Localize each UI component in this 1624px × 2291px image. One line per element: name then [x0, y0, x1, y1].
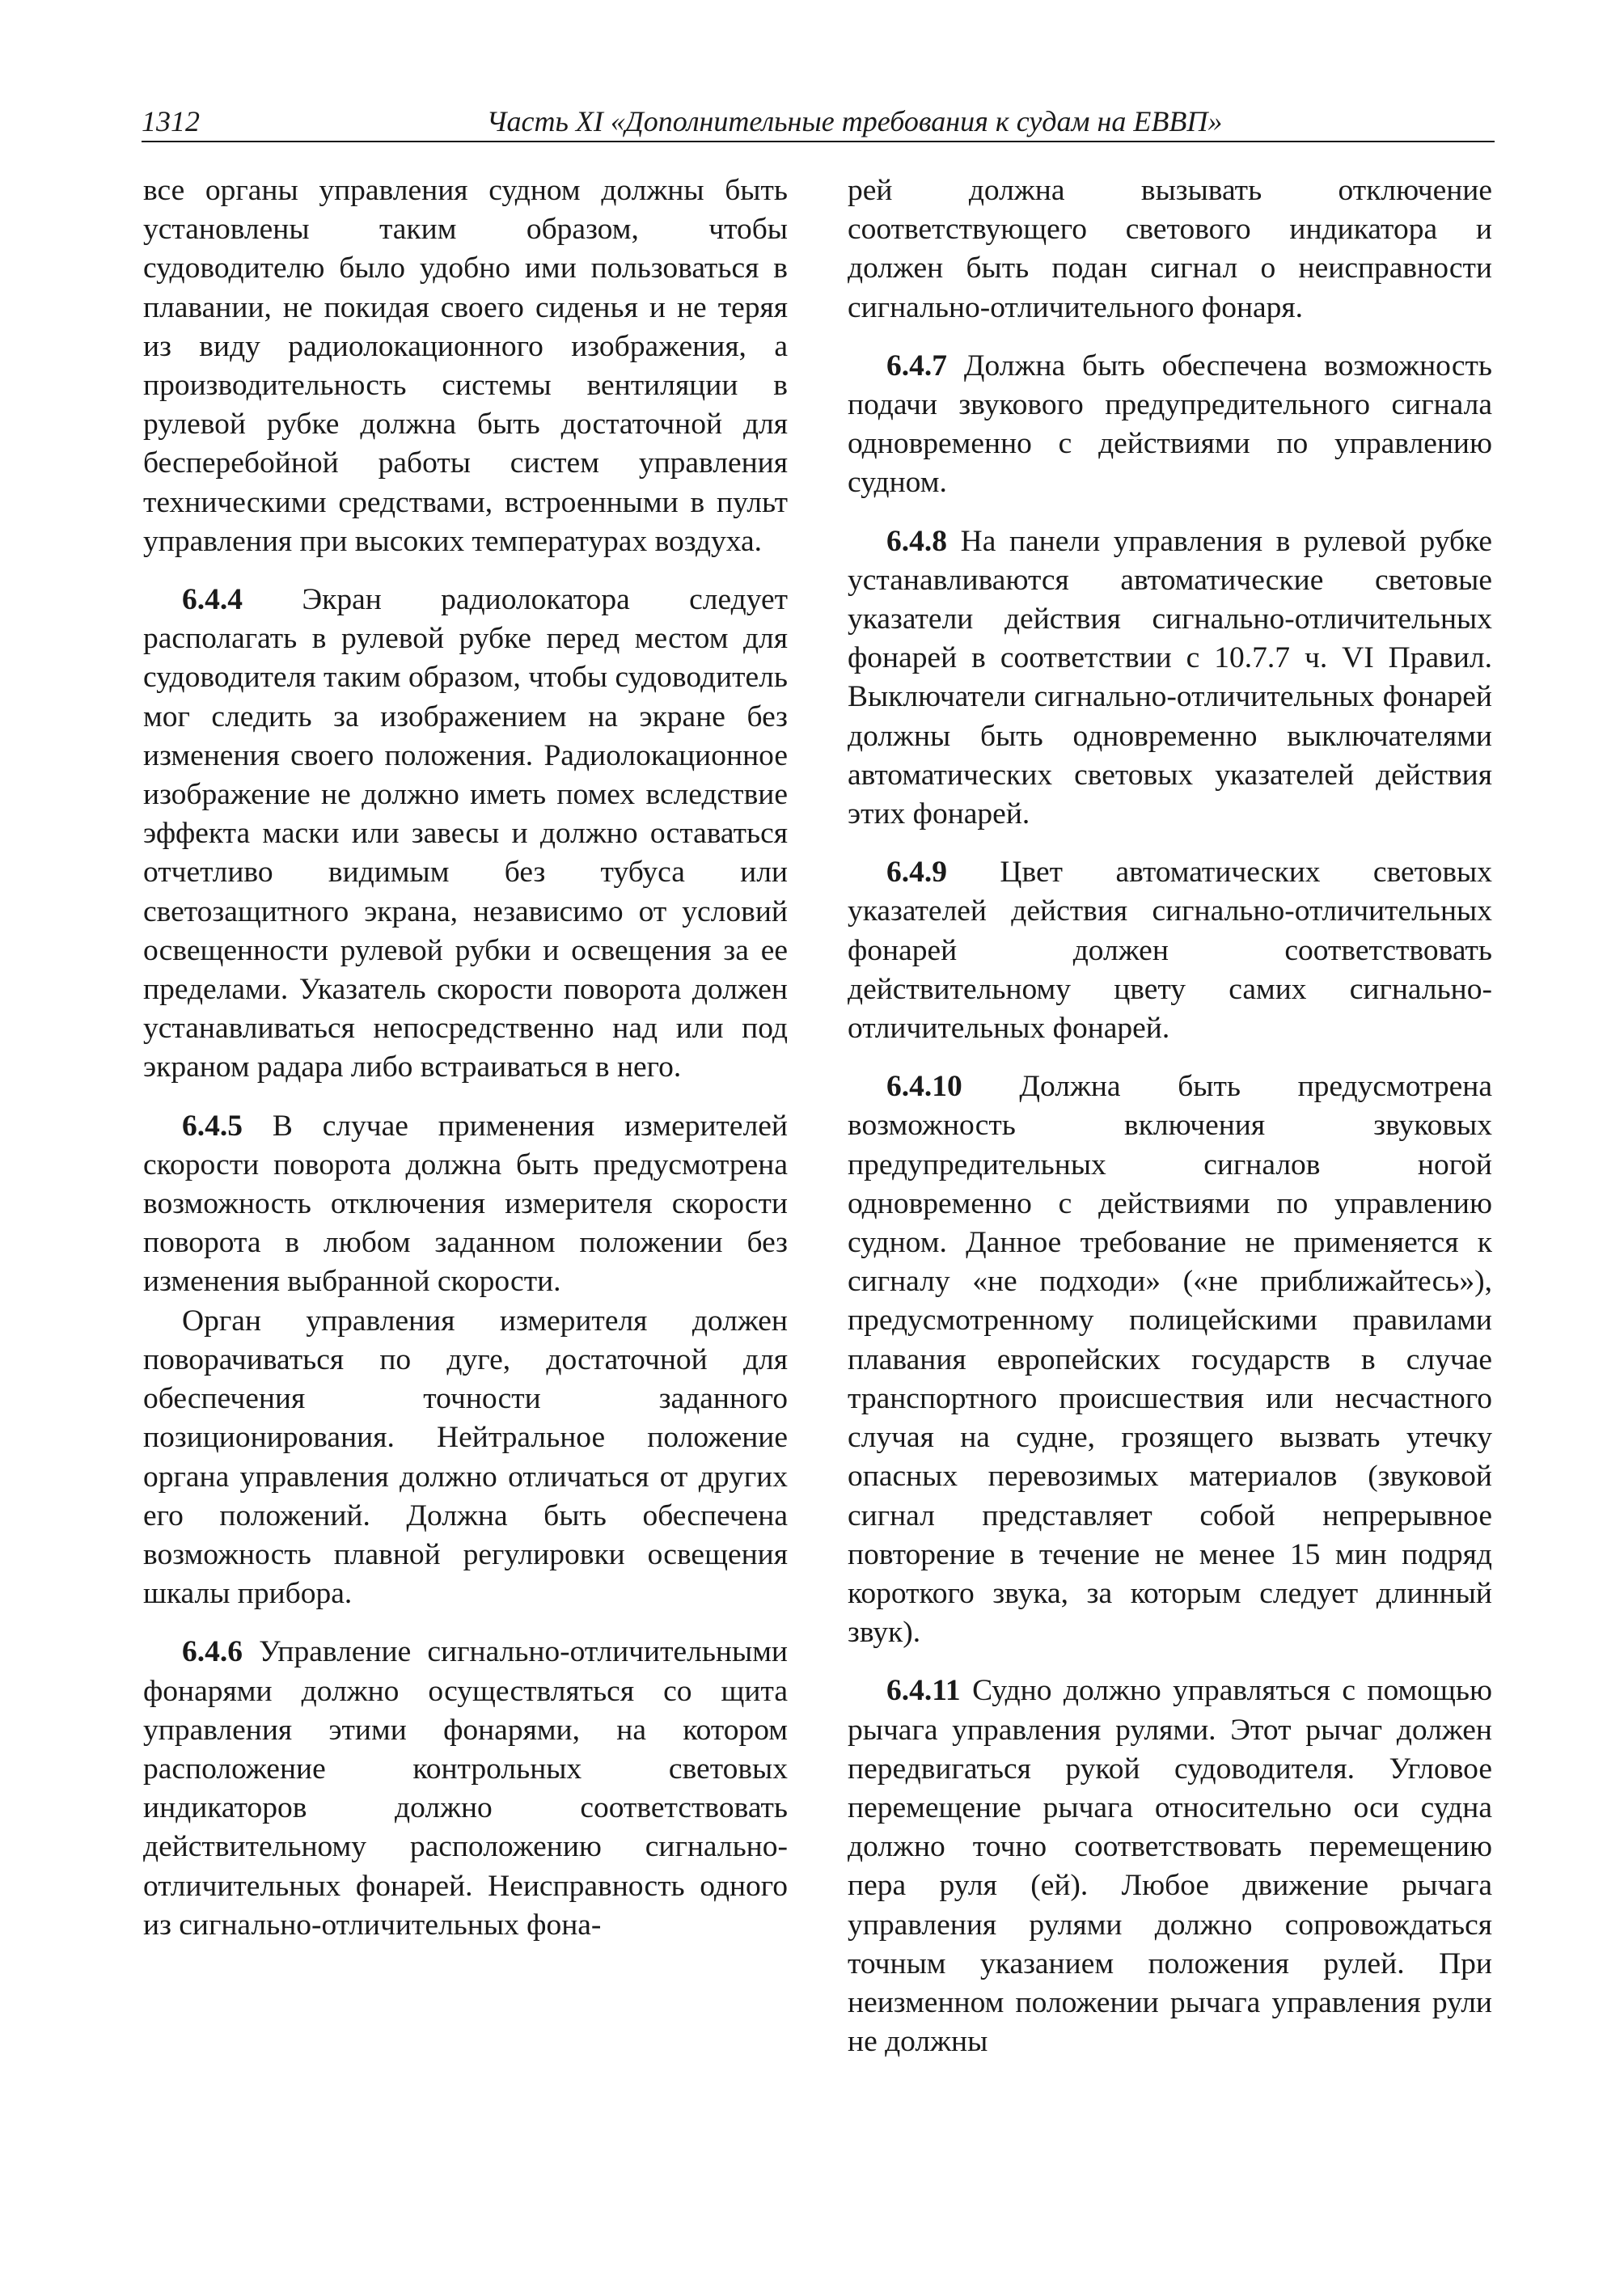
clause-number: 6.4.10	[886, 1070, 962, 1104]
clause-6-4-7	[848, 347, 1492, 503]
running-title: Часть XI «Дополнительные требования к судам на ЕВВП»	[486, 105, 1223, 137]
clause-text: Экран радиолокатора следует располагать в рулевой рубке перед местом для судоводителя таким образом, чтобы судоводитель мог следить за изображением на экране без изменения своего положения. Радиолокационное изображение не должно иметь помех вследствие эффекта маски или завесы и должно оставаться отчетливо видимым без тубуса или светозащитного экрана, независимо от условий освещенности рулевой рубки и освещения за ее пределами. Указатель скорости поворота должен устанавливаться непосредственно над или под экраном радара либо встраиваться в него.	[143, 583, 789, 1084]
clause-text: На панели управления в рулевой рубке устанавливаются автоматические световые указатели действия сигнально-отличительных фонарей в соответствии с 10.7.7 ч. VI Правил. Выключатели сигнально-отличительных фонарей должны быть одновременно выключателями автоматических световых указателей действия этих фонарей.	[848, 524, 1493, 831]
header-rule	[142, 141, 1495, 142]
clause-number: 6.4.4	[182, 583, 243, 617]
left-column	[143, 171, 788, 1945]
paragraph: все органы управления судном должны быть установлены таким образом, чтобы судоводителю было удобно ими пользоваться в плавании, не покидая своего сиденья и не теряя из виду радиолокационного изображения, а производительность системы вентиляции в рулевой рубке должна быть достаточной для бесперебойной работы систем управления техническими средствами, встроенными в пульт управления при высоких температурах воздуха.	[143, 174, 788, 558]
clause-number: 6.4.9	[886, 856, 947, 890]
clause-text: Должна быть предусмотрена возможность включения звуковых предупредительных сигналов ногой одновременно с действиями по управлению судном. Данное требование не применяется к сигналу «не подходи» («не приближайтесь»), предусмотренному полицейскими правилами плавания европейских государств в случае транспортного происшествия или несчастного случая на судне, грозящего вызвать утечку опасных перевозимых материалов (звуковой сигнал представляет собой непрерывное повторение в течение не менее 15 мин подряд короткого звука, за которым следует длинный звук).	[848, 1070, 1492, 1650]
page-number: 1312	[142, 105, 200, 137]
clause-text: Управление сигнально-отличительными фонарями должно осуществляться со щита управления этими фонарями, на котором расположение контрольных световых индикаторов должно соответствовать действительному расположению сигнально-отличительных фонарей. Неисправность одного из сигнально-отличительных фона-	[143, 1635, 788, 1942]
clause-6-4-10	[848, 1067, 1492, 1652]
clause-text: Цвет автоматических световых указателей действия сигнально-отличительных фонарей должен соответствовать действительному цвету самих сигнально-отличительных фонарей.	[848, 856, 1492, 1046]
clause-number: 6.4.7	[886, 349, 947, 383]
clause-text: Судно должно управляться с помощью рычага управления рулями. Этот рычаг должен передвигаться рукой судоводителя. Угловое перемещение рычага относительно оси судна должно точно соответствовать перемещению пера руля (ей). Любое движение рычага управления рулями должно сопровождаться точным указанием положения рулей. При неизменном положении рычага управления рули не должны	[848, 1674, 1492, 2059]
clause-6-4-8	[848, 522, 1492, 835]
paragraph: Орган управления измерителя должен поворачиваться по дуге, достаточной для обеспечения точности заданного позиционирования. Нейтральное положение органа управления должно отличаться от других его положений. Должна быть обеспечена возможность плавной регулировки освещения шкалы прибора.	[143, 1304, 788, 1611]
clause-number: 6.4.11	[886, 1674, 961, 1708]
paragraph: рей должна вызывать отключение соответствующего светового индикатора и должен быть подан сигнал о неисправности сигнально-отличительного фонаря.	[848, 174, 1492, 324]
clause-6-4-6	[143, 1633, 788, 1945]
right-column	[848, 171, 1492, 2061]
clause-number: 6.4.5	[182, 1109, 243, 1143]
clause-text: В случае применения измерителей скорости поворота должна быть предусмотрена возможность отключения измерителя скорости поворота в любом заданном положении без изменения выбранной скорости.	[143, 1109, 788, 1299]
clause-number: 6.4.6	[182, 1635, 243, 1669]
clause-text: Должна быть обеспечена возможность подачи звукового предупредительного сигнала одновременно с действиями по управлению судном.	[848, 349, 1492, 500]
clause-number: 6.4.8	[886, 524, 947, 558]
clause-6-4-11	[848, 1672, 1492, 2061]
clause-6-4-5	[143, 1107, 788, 1302]
clause-6-4-4	[143, 581, 788, 1088]
page-header	[142, 104, 1495, 139]
clause-6-4-9	[848, 853, 1492, 1048]
